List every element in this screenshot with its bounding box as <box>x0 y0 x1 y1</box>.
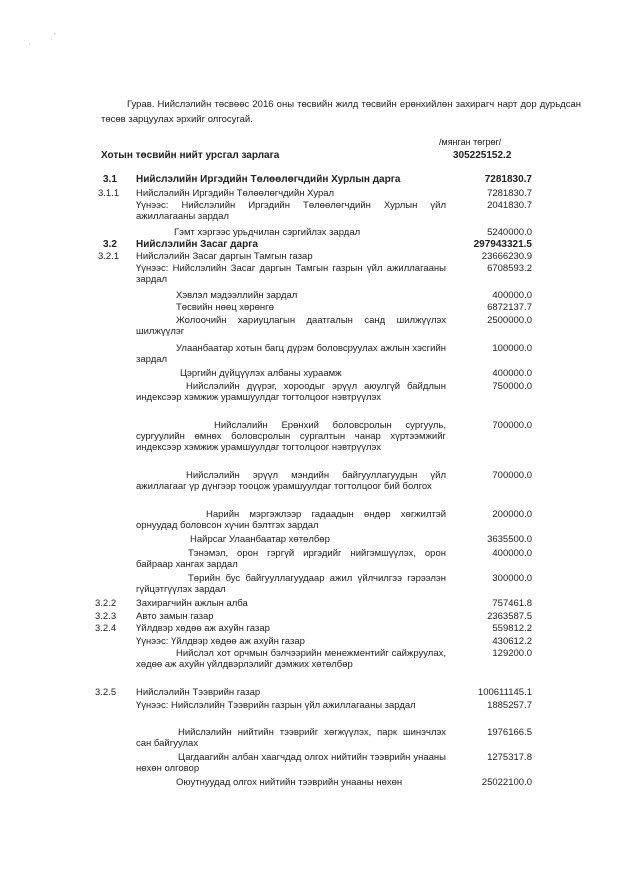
row-text: Нийслэлийн Засаг даргын Тамгын газар <box>136 251 313 262</box>
row-text: Үүнээс: Нийслэлийн Засаг даргын Тамгын газрын үйл ажиллагааны зардал <box>136 263 446 285</box>
row-text: Нийслэлийн Тээврийн газар <box>136 687 261 698</box>
row-amount: 2500000.0 <box>487 315 532 326</box>
row-amount: 100000.0 <box>492 343 532 354</box>
row-number: 3.2.1 <box>98 251 120 262</box>
row-number: 3.2.4 <box>95 623 117 634</box>
row-text: Нийслэлийн дүүрэг, хороодыг эрүүл аюулгүй байдлын индексээр хэмжиж урамшуулдаг тогтолцоог нэвтрүүлэх <box>136 381 446 403</box>
row-text: Нийслэлийн Засаг дарга <box>136 239 258 250</box>
row-text: Үйлдвэр хөдөө аж ахуйн газар <box>136 623 270 634</box>
row-amount: 559812.2 <box>492 623 532 634</box>
row-number: 3.2.3 <box>95 611 117 622</box>
row-amount: 7281830.7 <box>484 174 532 185</box>
row-text: Захирагчийн ажлын алба <box>136 598 248 609</box>
scan-speck: ˏ ′ <box>50 33 56 40</box>
row-amount: 7281830.7 <box>487 188 532 199</box>
row-amount: 5240000.0 <box>487 227 532 238</box>
row-amount: 1885257.7 <box>487 700 532 711</box>
row-text: Жолоочийн хариуцлагын даатгалын санд шилжүүлэх шилжүүлэг <box>136 315 446 337</box>
row-text: Нийслэлийн Ерөнхий боловсролын сургууль, сургуулийн өмнөх боловсролын сургалтын чанар хүртээмжийг индексээр хэмжиж урамшуулдаг тогтолцоог нэвтрүүлэх <box>136 420 446 453</box>
row-text: Тэнэмэл, орон гэргүй иргэдийг нийгэмшүүлэх, орон байраар хангах зардал <box>136 548 446 570</box>
row-text: Төсвийн нөөц хөрөнгө <box>176 302 274 313</box>
row-text: Нийслэлийн Иргэдийн Төлөөлөгчдийн Хурал <box>136 188 335 199</box>
row-number: 3.2 <box>103 239 117 250</box>
intro-paragraph: Гурав. Нийслэлийн төсвөөс 2016 оны төсвийн жилд төсвийн ерөнхийлөн захирагч нарт дор дурьдсан төсөв зарцуулах эрхийг олгосугай. <box>101 99 581 125</box>
row-amount: 25022100.0 <box>481 777 532 788</box>
row-text: Цэргийн дүйцүүлэх албаны хураамж <box>180 368 342 379</box>
row-text: Төрийн бус байгууллагуудаар ажил үйлчилгээ гэрээлэн гүйцэтгүүлэх зардал <box>136 573 446 595</box>
row-amount: 6708593.2 <box>487 263 532 274</box>
row-amount: 200000.0 <box>492 509 532 520</box>
row-amount: 700000.0 <box>492 420 532 431</box>
row-text: Нийслэлийн нийтийн тээврийг хөгжүүлэх, парк шинэчлэх сан байгуулах <box>136 727 446 749</box>
row-amount: 1275317.8 <box>487 752 532 763</box>
row-amount: 129200.0 <box>492 648 532 659</box>
row-number: 3.1.1 <box>98 188 120 199</box>
row-number: 3.1 <box>103 174 117 185</box>
row-text: Үүнээс: Нийслэлийн Тээврийн газрын үйл ажиллагааны зардал <box>136 700 416 711</box>
row-amount: 700000.0 <box>492 470 532 481</box>
row-amount: 750000.0 <box>492 381 532 392</box>
row-amount: 3635500.0 <box>487 534 532 545</box>
row-amount: 300000.0 <box>492 573 532 584</box>
scan-speck: ˙ · <box>24 41 31 48</box>
row-text: Авто замын газар <box>136 611 214 622</box>
row-amount: 23666230.9 <box>481 251 532 262</box>
row-text: Үүнээс: Үйлдвэр хөдөө аж ахуйн газар <box>136 636 305 647</box>
row-text: Хэвлэл мэдээллийн зардал <box>176 290 298 301</box>
row-text: Цагдаагийн албан хаагчдад олгох нийтийн тээврийн унааны нөхөн олговор <box>136 752 446 774</box>
row-text: Гэмт хэргээс урьдчилан сэргийлэх зардал <box>174 227 361 238</box>
row-text: Улаанбаатар хотын багц дүрэм боловсруулах ажлын хэсгийн зардал <box>136 343 446 365</box>
row-amount: 430612.2 <box>492 636 532 647</box>
total-label: Хотын төсвийн нийт урсгал зарлага <box>101 150 280 161</box>
unit-label: /мянган төгрөг/ <box>439 137 502 147</box>
row-text: Найрсаг Улаанбаатар хөтөлбөр <box>190 534 330 545</box>
row-amount: 2363587.5 <box>487 611 532 622</box>
row-amount: 1976166.5 <box>487 727 532 738</box>
row-amount: 6872137.7 <box>487 302 532 313</box>
row-text: Нарийн мэргэжлээр гадаадын өндөр хөгжилтэй орнуудад боловсон хүчин бэлтгэх зардал <box>136 509 446 531</box>
row-text: Нийслэлийн эрүүл мэндийн байгууллагуудын үйл ажиллагааг үр дүнгээр тооцож урамшуулдаг тогтолцоог бий болгох <box>136 470 446 492</box>
row-amount: 757461.8 <box>492 598 532 609</box>
row-text: Оюутнуудад олгох нийтийн тээврийн унааны нөхөн <box>176 777 403 788</box>
row-amount: 297943321.5 <box>473 239 532 250</box>
row-text: Нийслэлийн Иргэдийн Төлөөлөгчдийн Хурлын дарга <box>136 174 401 185</box>
row-amount: 2041830.7 <box>487 200 532 211</box>
row-text: Нийслэл хот орчмын бэлчээрийн менежментийг сайжруулах, хөдөө аж ахуйн үйлдвэрлэлийг дэмжих хөтөлбөр <box>136 648 446 670</box>
row-number: 3.2.2 <box>95 598 117 609</box>
total-amount: 305225152.2 <box>453 150 512 161</box>
row-amount: 400000.0 <box>492 368 532 379</box>
row-number: 3.2.5 <box>95 687 117 698</box>
row-amount: 100611145.1 <box>477 687 532 698</box>
row-amount: 400000.0 <box>492 548 532 559</box>
row-amount: 400000.0 <box>492 290 532 301</box>
row-text: Үүнээс: Нийслэлийн Иргэдийн Төлөөлөгчдийн Хурлын үйл ажиллагааны зардал <box>136 200 446 222</box>
